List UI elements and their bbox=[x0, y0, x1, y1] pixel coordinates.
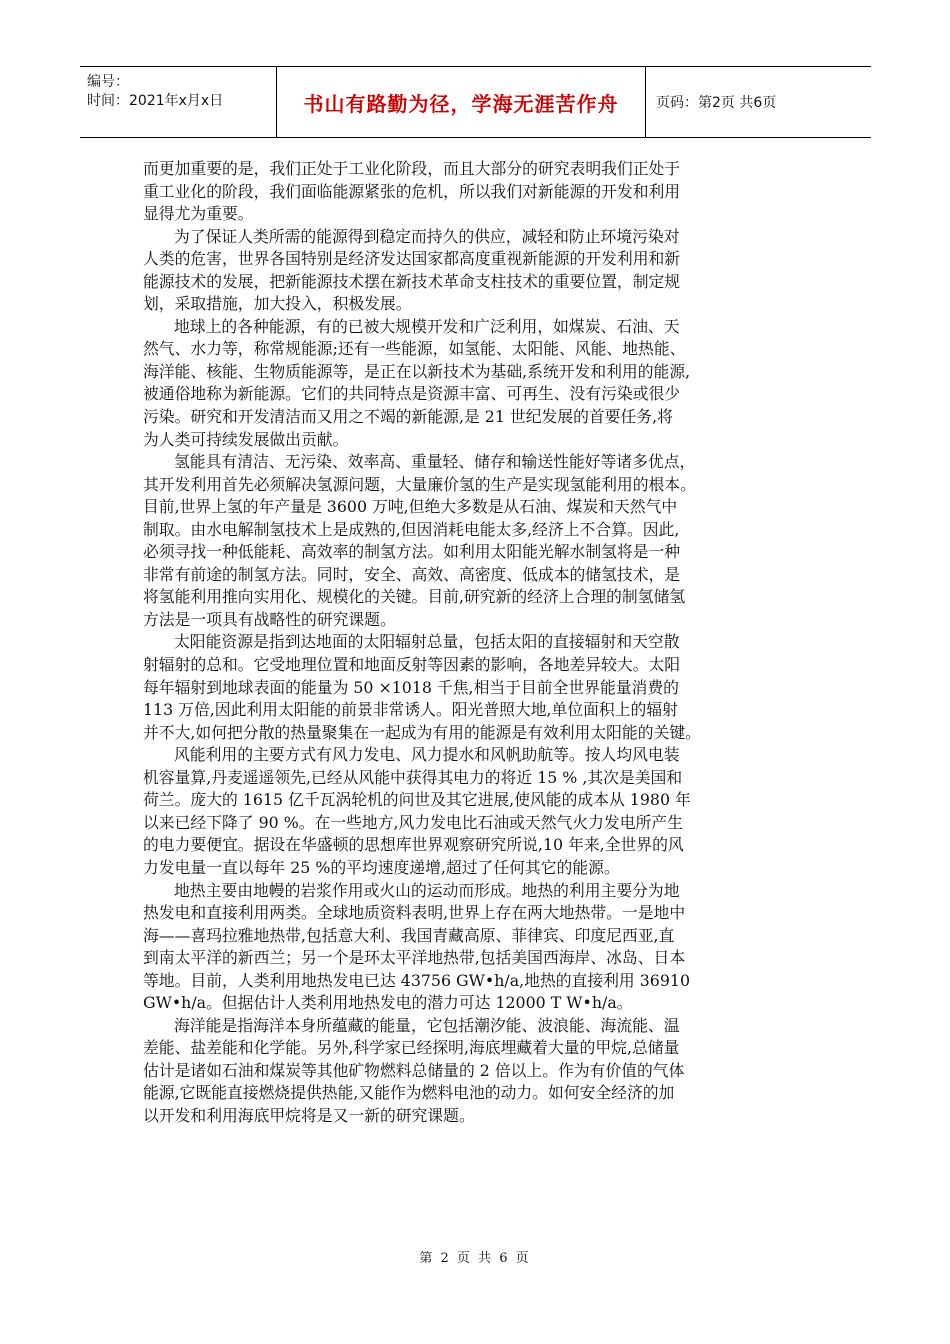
paragraph-line: 海——喜玛拉雅地热带,包括意大利、我国青藏高原、菲律宾、印度尼西亚,直 bbox=[143, 925, 675, 945]
paragraph-line: 以来已经下降了 90 %。在一些地方,风力发电比石油或天然气火力发电所产生 bbox=[143, 812, 683, 832]
paragraph-line: 并不大,如何把分散的热量聚集在一起成为有用的能源是有效利用太阳能的关键。 bbox=[143, 722, 701, 742]
paragraph-line: GW•h/a。但据估计人类利用地热发电的潜力可达 12000 T W•h/a。 bbox=[143, 993, 633, 1013]
body-text bbox=[143, 158, 809, 1128]
paragraph-line: 重工业化的阶段，我们面临能源紧张的危机，所以我们对新能源的开发和利用 bbox=[143, 181, 681, 201]
paragraph-line: 非常有前途的制氢方法。同时，安全、高效、高密度、低成本的储氢技术，是 bbox=[143, 564, 681, 584]
paragraph-line: 必须寻找一种低能耗、高效率的制氢方法。如利用太阳能光解水制氢将是一种 bbox=[143, 542, 681, 562]
document-number-label: 编号： bbox=[87, 74, 129, 90]
paragraph-line: 等地。目前，人类利用地热发电已达 43756 GW•h/a,地热的直接利用 36910 bbox=[143, 970, 691, 990]
paragraph-line: 为人类可持续发展做出贡献。 bbox=[143, 429, 349, 449]
paragraph-line: 将氢能利用推向实用化、规模化的关键。目前,研究新的经济上合理的制氢储氢 bbox=[143, 587, 686, 607]
paragraph-line: 的电力要便宜。据设在华盛顿的思想库世界观察研究所说,10 年来,全世界的风 bbox=[143, 835, 684, 855]
paragraph-line: 到南太平洋的新西兰；另一个是环太平洋地热带,包括美国西海岸、冰岛、日本 bbox=[143, 948, 686, 968]
paragraph-line: 荷兰。庞大的 1615 亿千瓦涡轮机的问世及其它进展,使风能的成本从 1980 年 bbox=[143, 790, 691, 810]
paragraph-first-line: 为了保证人类所需的能源得到稳定而持久的供应，减轻和防止环境污染对 bbox=[174, 226, 680, 246]
paragraph-line: 显得尤为重要。 bbox=[143, 204, 254, 224]
paragraph-line: 制取。由水电解制氢技术上是成熟的,但因消耗电能太多,经济上不合算。因此, bbox=[143, 519, 680, 539]
paragraph-line: 污染。研究和开发清洁而又用之不竭的新能源,是 21 世纪发展的首要任务,将 bbox=[143, 407, 673, 427]
paragraph-first-line: 风能利用的主要方式有风力发电、风力提水和风帆助航等。按人均风电装 bbox=[174, 745, 680, 765]
paragraph-line: 人类的危害，世界各国特别是经济发达国家都高度重视新能源的开发利用和新 bbox=[143, 249, 681, 269]
paragraph-line: 113 万倍,因此利用太阳能的前景非常诱人。阳光普照大地,单位面积上的辐射 bbox=[143, 700, 678, 720]
paragraph-line: 海洋能、核能、生物质能源等，是正在以新技术为基础,系统开发和利用的能源, bbox=[143, 361, 691, 381]
paragraph-first-line: 地球上的各种能源，有的已被大规模开发和广泛利用，如煤炭、石油、天 bbox=[174, 316, 680, 336]
paragraph-line: 而更加重要的是，我们正处于工业化阶段，而且大部分的研究表明我们正处于 bbox=[143, 159, 681, 178]
paragraph-line: 其开发利用首先必须解决氢源问题，大量廉价氢的生产是实现氢能利用的根本。 bbox=[143, 474, 696, 494]
paragraph-line: 能源,它既能直接燃烧提供热能,又能作为燃料电池的动力。如何安全经济的加 bbox=[143, 1083, 675, 1103]
paragraph-line: 射辐射的总和。它受地理位置和地面反射等因素的影响，各地差异较大。太阳 bbox=[143, 655, 681, 675]
header-meta bbox=[87, 73, 223, 111]
paragraph-line: 然气、水力等，称常规能源;还有一些能源，如氢能、太阳能、风能、地热能、 bbox=[143, 339, 686, 359]
page-header bbox=[80, 66, 871, 138]
header-motto-cell bbox=[276, 67, 646, 137]
paragraph-line: 划，采取措施，加大投入，积极发展。 bbox=[143, 294, 412, 314]
header-page-info: 页码：第2页 共6页 bbox=[656, 95, 777, 111]
paragraph-first-line: 海洋能是指海洋本身所蕴藏的能量，它包括潮汐能、波浪能、海流能、温 bbox=[174, 1015, 680, 1035]
header-motto: 书山有路勤为径，学海无涯苦作舟 bbox=[303, 91, 619, 116]
paragraph-line: 每年辐射到地球表面的能量为 50 ×1018 千焦,相当于目前全世界能量消费的 bbox=[143, 677, 679, 697]
paragraph-first-line: 地热主要由地幔的岩浆作用或火山的运动而形成。地热的利用主要分为地 bbox=[174, 880, 680, 900]
document-time-label: 时间：2021年x月x日 bbox=[87, 93, 224, 109]
paragraph-line: 机容量算,丹麦遥遥领先,已经从风能中获得其电力的将近 15 % ,其次是美国和 bbox=[143, 767, 683, 787]
paragraph-line: 能源技术的发展，把新能源技术摆在新技术革命支柱技术的重要位置，制定规 bbox=[143, 271, 681, 291]
paragraph-line: 以开发和利用海底甲烷将是又一新的研究课题。 bbox=[143, 1105, 475, 1125]
paragraph-line: 力发电量一直以每年 25 %的平均速度递增,超过了任何其它的能源。 bbox=[143, 857, 620, 877]
paragraph-line: 被通俗地称为新能源。它们的共同特点是资源丰富、可再生、没有污染或很少 bbox=[143, 384, 681, 404]
paragraph-line: 目前,世界上氢的年产量是 3600 万吨,但绝大多数是从石油、煤炭和天然气中 bbox=[143, 497, 678, 517]
paragraph-line: 方法是一项具有战略性的研究课题。 bbox=[143, 609, 396, 629]
paragraph-first-line: 氢能具有清洁、无污染、效率高、重量轻、储存和输送性能好等诸多优点， bbox=[174, 452, 696, 472]
paragraph-line: 差能、盐差能和化学能。另外,科学家已经探明,海底埋藏着大量的甲烷,总储量 bbox=[143, 1038, 680, 1058]
page-footer: 第 2 页 共 6 页 bbox=[419, 1251, 531, 1266]
paragraph-line: 估计是诸如石油和煤炭等其他矿物燃料总储量的 2 倍以上。作为有价值的气体 bbox=[143, 1060, 685, 1080]
paragraph-first-line: 太阳能资源是指到达地面的太阳辐射总量，包括太阳的直接辐射和天空散 bbox=[174, 632, 680, 652]
paragraph-line: 热发电和直接利用两类。全球地质资料表明,世界上存在两大地热带。一是地中 bbox=[143, 903, 686, 923]
